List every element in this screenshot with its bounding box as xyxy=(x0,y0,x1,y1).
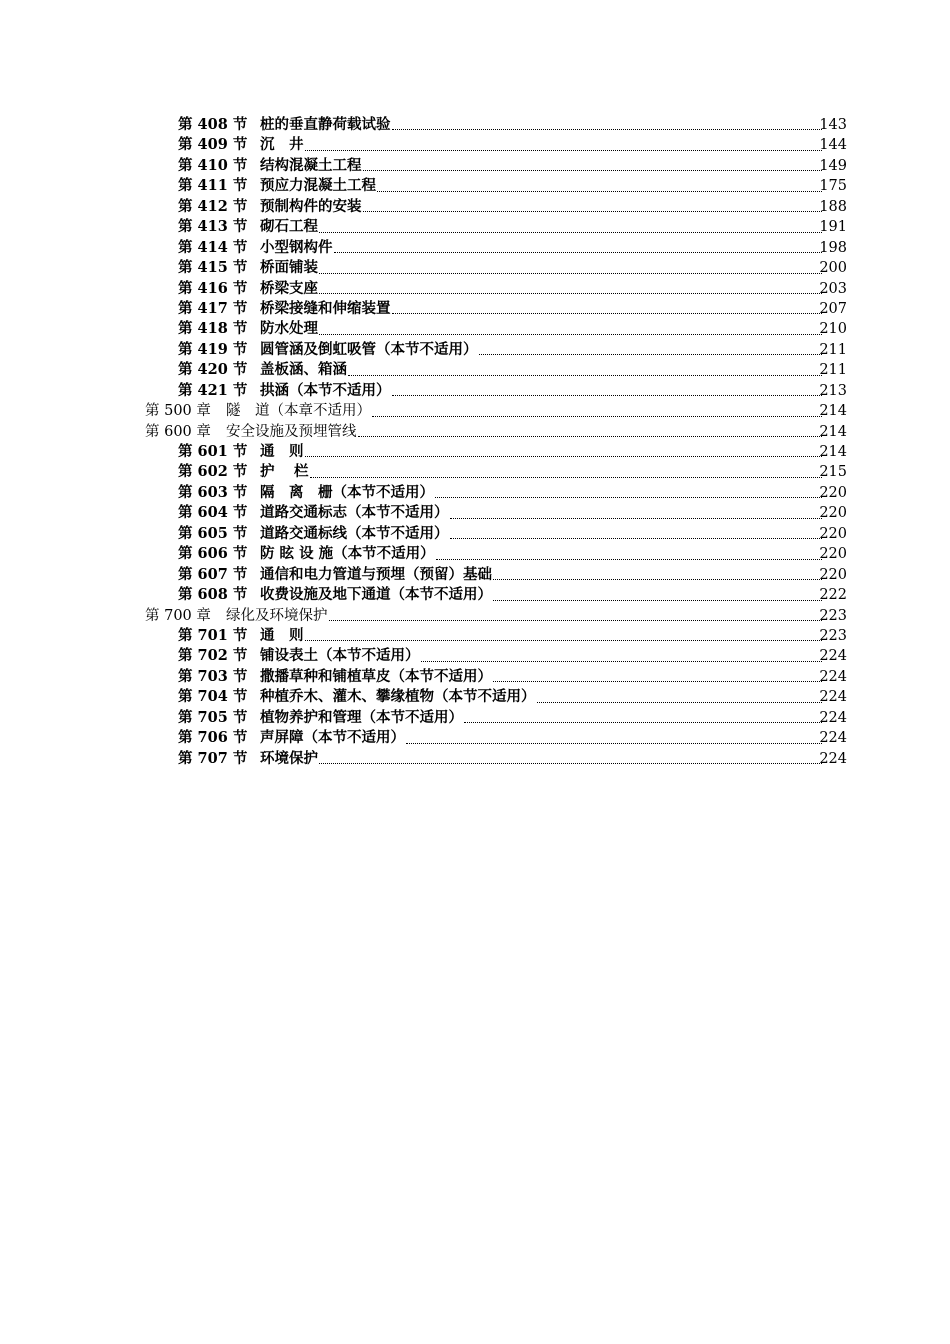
toc-page-number: 220 xyxy=(819,505,847,522)
toc-section-entry[interactable] xyxy=(0,258,950,278)
toc-section-entry[interactable] xyxy=(0,135,950,155)
toc-dot-leader xyxy=(392,115,822,135)
toc-page-number: 210 xyxy=(819,321,847,338)
toc-page-number: 223 xyxy=(819,627,847,644)
toc-entry-title: 环境保护 xyxy=(260,749,318,767)
toc-dot-leader xyxy=(319,319,822,339)
toc-entry-number: 第 706 节 xyxy=(178,729,248,747)
toc-entry-number: 第 416 节 xyxy=(178,279,248,297)
toc-entry-title: 植物养护和管理（本节不适用） xyxy=(260,708,463,726)
toc-entry-title: 通 则 xyxy=(260,626,304,644)
toc-section-entry[interactable] xyxy=(0,483,950,503)
toc-page-number: 223 xyxy=(819,607,847,624)
toc-section-entry[interactable] xyxy=(0,197,950,217)
toc-section-entry[interactable] xyxy=(0,524,950,544)
toc-section-entry[interactable] xyxy=(0,749,950,769)
toc-entry-title: 道路交通标志（本节不适用） xyxy=(260,504,449,522)
toc-entry-title: 桥梁支座 xyxy=(260,279,318,297)
toc-page-number: 220 xyxy=(819,546,847,563)
toc-section-entry[interactable] xyxy=(0,462,950,482)
toc-chapter-entry[interactable] xyxy=(0,401,950,421)
toc-section-entry[interactable] xyxy=(0,360,950,380)
toc-page-number: 213 xyxy=(819,382,847,399)
toc-entry-title: 种植乔木、灌木、攀缘植物（本节不适用） xyxy=(260,688,536,706)
toc-section-entry[interactable] xyxy=(0,299,950,319)
toc-dot-leader xyxy=(450,524,822,544)
toc-page-number: 175 xyxy=(819,178,847,195)
toc-section-entry[interactable] xyxy=(0,503,950,523)
toc-entry-title: 桩的垂直静荷载试验 xyxy=(260,116,391,133)
toc-entry-number: 第 704 节 xyxy=(178,688,248,706)
toc-entry-title: 绿化及环境保护 xyxy=(226,607,328,624)
toc-section-entry[interactable] xyxy=(0,381,950,401)
toc-entry-title: 隧 道（本章不适用） xyxy=(226,403,371,420)
toc-entry-title: 撒播草种和铺植草皮（本节不适用） xyxy=(260,667,492,685)
toc-page-number: 224 xyxy=(819,709,847,726)
toc-entry-title: 结构混凝土工程 xyxy=(260,156,362,174)
toc-entry-number: 第 420 节 xyxy=(178,361,248,379)
toc-section-entry[interactable] xyxy=(0,115,950,135)
toc-page-number: 220 xyxy=(819,484,847,501)
toc-section-entry[interactable] xyxy=(0,319,950,339)
toc-dot-leader xyxy=(319,279,822,299)
table-of-contents xyxy=(0,115,950,769)
toc-page-number: 224 xyxy=(819,730,847,747)
toc-page-number: 224 xyxy=(819,689,847,706)
toc-entry-title: 预应力混凝土工程 xyxy=(260,177,376,195)
toc-entry-number: 第 705 节 xyxy=(178,708,248,726)
toc-entry-title: 砌石工程 xyxy=(260,218,318,236)
toc-section-entry[interactable] xyxy=(0,708,950,728)
toc-entry-title: 通 则 xyxy=(260,443,304,460)
toc-entry-number: 第 419 节 xyxy=(178,340,248,358)
toc-page-number: 220 xyxy=(819,525,847,542)
toc-entry-number: 第 701 节 xyxy=(178,626,248,644)
toc-page-number: 215 xyxy=(819,464,847,481)
toc-entry-title: 桥面铺装 xyxy=(260,259,318,277)
toc-entry-title: 防水处理 xyxy=(260,320,318,338)
toc-entry-number: 第 605 节 xyxy=(178,524,248,542)
toc-entry-number: 第 412 节 xyxy=(178,197,248,215)
toc-page-number: 224 xyxy=(819,668,847,685)
toc-entry-number: 第 414 节 xyxy=(178,238,248,256)
toc-section-entry[interactable] xyxy=(0,176,950,196)
toc-entry-number: 第 604 节 xyxy=(178,504,248,522)
toc-dot-leader xyxy=(319,217,822,237)
toc-entry-title: 沉 井 xyxy=(260,136,304,154)
toc-entry-title: 预制构件的安装 xyxy=(260,197,362,215)
toc-entry-number: 第 606 节 xyxy=(178,545,248,563)
toc-entry-title: 防 眩 设 施（本节不适用） xyxy=(260,545,435,563)
toc-dot-leader xyxy=(450,503,822,523)
toc-dot-leader xyxy=(319,258,822,278)
toc-dot-leader xyxy=(436,544,822,564)
toc-section-entry[interactable] xyxy=(0,442,950,462)
toc-page-number: 214 xyxy=(819,444,847,460)
toc-entry-number: 第 408 节 xyxy=(178,116,248,133)
toc-entry-number: 第 413 节 xyxy=(178,218,248,236)
toc-page-number: 200 xyxy=(819,260,847,277)
toc-page-number: 188 xyxy=(819,198,847,215)
toc-entry-title: 圆管涵及倒虹吸管（本节不适用） xyxy=(260,340,478,358)
toc-entry-title: 桥梁接缝和伸缩装置 xyxy=(260,299,391,317)
toc-section-entry[interactable] xyxy=(0,585,950,605)
toc-dot-leader xyxy=(358,422,822,442)
toc-entry-number: 第 418 节 xyxy=(178,320,248,338)
toc-section-entry[interactable] xyxy=(0,687,950,707)
toc-page-number: 207 xyxy=(819,300,847,317)
toc-entry-number: 第 602 节 xyxy=(178,463,248,481)
toc-entry-number: 第 608 节 xyxy=(178,586,248,604)
toc-entry-number: 第 421 节 xyxy=(178,381,248,399)
toc-page-number: 220 xyxy=(819,566,847,583)
toc-entry-number: 第 603 节 xyxy=(178,483,248,501)
toc-section-entry[interactable] xyxy=(0,728,950,748)
toc-chapter-entry[interactable] xyxy=(0,606,950,626)
toc-section-entry[interactable] xyxy=(0,217,950,237)
toc-entry-number: 第 411 节 xyxy=(178,177,248,195)
toc-entry-number: 第 417 节 xyxy=(178,299,248,317)
toc-page-number: 149 xyxy=(819,157,847,174)
toc-entry-number: 第 600 章 xyxy=(145,423,211,440)
toc-dot-leader xyxy=(329,606,822,626)
toc-entry-title: 小型钢构件 xyxy=(260,238,333,256)
toc-section-entry[interactable] xyxy=(0,565,950,585)
toc-chapter-entry[interactable] xyxy=(0,422,950,442)
toc-dot-leader xyxy=(363,197,822,217)
toc-page-number: 214 xyxy=(819,423,847,440)
toc-entry-number: 第 601 节 xyxy=(178,443,248,460)
toc-dot-leader xyxy=(305,626,822,646)
toc-page-number: 214 xyxy=(819,403,847,420)
toc-entry-title: 铺设表土（本节不适用） xyxy=(260,647,420,665)
toc-entry-title: 盖板涵、箱涵 xyxy=(260,361,347,379)
toc-dot-leader xyxy=(493,565,822,585)
toc-dot-leader xyxy=(348,360,822,380)
toc-dot-leader xyxy=(493,667,822,687)
toc-entry-number: 第 410 节 xyxy=(178,156,248,174)
toc-entry-number: 第 702 节 xyxy=(178,647,248,665)
toc-dot-leader xyxy=(334,238,822,258)
toc-dot-leader xyxy=(479,340,822,360)
toc-entry-number: 第 409 节 xyxy=(178,136,248,154)
toc-section-entry[interactable] xyxy=(0,646,950,666)
toc-page-number: 211 xyxy=(819,341,847,358)
toc-entry-number: 第 707 节 xyxy=(178,749,248,767)
toc-section-entry[interactable] xyxy=(0,667,950,687)
toc-page-number: 203 xyxy=(819,280,847,297)
toc-dot-leader xyxy=(377,176,822,196)
toc-page-number: 143 xyxy=(819,117,847,133)
toc-page-number: 198 xyxy=(819,239,847,256)
toc-section-entry[interactable] xyxy=(0,544,950,564)
toc-entry-title: 护 栏 xyxy=(260,463,309,481)
toc-dot-leader xyxy=(421,646,822,666)
toc-page-number: 211 xyxy=(819,362,847,379)
toc-dot-leader xyxy=(310,462,822,482)
toc-dot-leader xyxy=(464,708,822,728)
toc-dot-leader xyxy=(392,381,822,401)
toc-dot-leader xyxy=(372,401,822,421)
toc-entry-title: 道路交通标线（本节不适用） xyxy=(260,524,449,542)
toc-dot-leader xyxy=(537,687,822,707)
toc-page-number: 144 xyxy=(819,137,847,154)
toc-section-entry[interactable] xyxy=(0,156,950,176)
toc-dot-leader xyxy=(363,156,822,176)
toc-page-number: 224 xyxy=(819,648,847,665)
toc-entry-title: 隔 离 栅（本节不适用） xyxy=(260,483,434,501)
toc-entry-number: 第 700 章 xyxy=(145,607,211,624)
toc-entry-number: 第 703 节 xyxy=(178,667,248,685)
toc-entry-title: 通信和电力管道与预埋（预留）基础 xyxy=(260,565,492,583)
toc-dot-leader xyxy=(305,442,822,462)
toc-dot-leader xyxy=(406,728,822,748)
toc-page-number: 191 xyxy=(819,219,847,236)
toc-dot-leader xyxy=(305,135,822,155)
toc-page-number: 222 xyxy=(819,587,847,604)
toc-entry-title: 收费设施及地下通道（本节不适用） xyxy=(260,586,492,604)
toc-dot-leader xyxy=(392,299,822,319)
toc-dot-leader xyxy=(435,483,822,503)
toc-section-entry[interactable] xyxy=(0,626,950,646)
toc-entry-number: 第 500 章 xyxy=(145,403,211,420)
toc-entry-number: 第 415 节 xyxy=(178,259,248,277)
toc-entry-title: 声屏障（本节不适用） xyxy=(260,729,405,747)
toc-dot-leader xyxy=(493,585,822,605)
toc-page-number: 224 xyxy=(819,750,847,767)
toc-section-entry[interactable] xyxy=(0,238,950,258)
toc-entry-title: 拱涵（本节不适用） xyxy=(260,381,391,399)
toc-entry-title: 安全设施及预埋管线 xyxy=(226,423,357,440)
toc-dot-leader xyxy=(319,749,822,769)
toc-section-entry[interactable] xyxy=(0,340,950,360)
toc-section-entry[interactable] xyxy=(0,279,950,299)
toc-entry-number: 第 607 节 xyxy=(178,565,248,583)
